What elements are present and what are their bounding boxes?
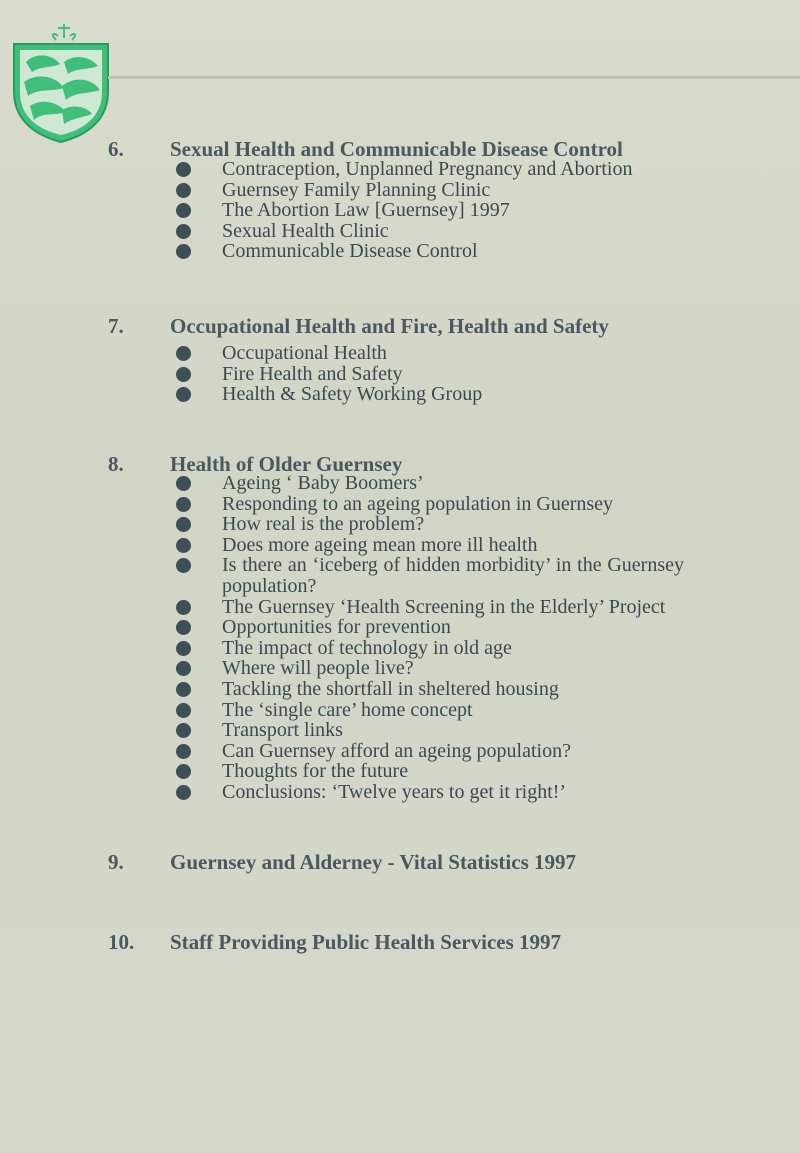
list-item: Communicable Disease Control (176, 241, 632, 262)
bullet-icon (176, 224, 191, 239)
list-item: Is there an ‘iceberg of hidden morbidity’ in the Guernsey population? (176, 555, 684, 596)
list-item: Transport links (176, 720, 684, 741)
bullet-icon (176, 785, 191, 800)
list-item: The ‘single care’ home concept (176, 700, 684, 721)
guernsey-crest-logo (4, 22, 112, 144)
list-item: Can Guernsey afford an ageing population? (176, 741, 684, 762)
list-item: The Abortion Law [Guernsey] 1997 (176, 200, 632, 221)
section-number: 9. (108, 850, 124, 874)
bullet-icon (176, 620, 191, 635)
bullet-icon (176, 641, 191, 656)
list-item: Opportunities for prevention (176, 617, 684, 638)
list-item: Contraception, Unplanned Pregnancy and Abortion (176, 159, 632, 180)
bullet-icon (176, 162, 191, 177)
bullet-icon (176, 346, 191, 361)
list-item: Health & Safety Working Group (176, 384, 482, 405)
section-item-list (176, 473, 684, 803)
list-item: Guernsey Family Planning Clinic (176, 180, 632, 201)
list-item: Fire Health and Safety (176, 364, 482, 385)
section-number: 8. (108, 452, 124, 476)
bullet-icon (176, 558, 191, 573)
header-rule (108, 76, 800, 79)
list-item: Responding to an ageing population in Guernsey (176, 494, 684, 515)
bullet-icon (176, 387, 191, 402)
list-item: Tackling the shortfall in sheltered housing (176, 679, 684, 700)
section-item-list (176, 343, 482, 405)
bullet-icon (176, 744, 191, 759)
list-item: The Guernsey ‘Health Screening in the Elderly’ Project (176, 597, 684, 618)
section-item-list (176, 159, 632, 262)
bullet-icon (176, 183, 191, 198)
section-title: Sexual Health and Communicable Disease Control (170, 137, 623, 161)
bullet-icon (176, 703, 191, 718)
bullet-icon (176, 764, 191, 779)
list-item: Where will people live? (176, 658, 684, 679)
bullet-icon (176, 367, 191, 382)
section-number: 7. (108, 314, 124, 338)
section-title: Health of Older Guernsey (170, 452, 403, 476)
list-item: Sexual Health Clinic (176, 221, 632, 242)
bullet-icon (176, 476, 191, 491)
bullet-icon (176, 600, 191, 615)
list-item: Thoughts for the future (176, 761, 684, 782)
list-item: Ageing ‘ Baby Boomers’ (176, 473, 684, 494)
list-item: Conclusions: ‘Twelve years to get it right!’ (176, 782, 684, 803)
bullet-icon (176, 203, 191, 218)
bullet-icon (176, 723, 191, 738)
section-title: Guernsey and Alderney - Vital Statistics 1997 (170, 850, 577, 874)
bullet-icon (176, 244, 191, 259)
bullet-icon (176, 661, 191, 676)
section-number: 10. (108, 930, 135, 954)
section-title: Occupational Health and Fire, Health and Safety (170, 314, 609, 338)
bullet-icon (176, 538, 191, 553)
bullet-icon (176, 682, 191, 697)
section-title: Staff Providing Public Health Services 1997 (170, 930, 562, 954)
list-item: Occupational Health (176, 343, 482, 364)
list-item: The impact of technology in old age (176, 638, 684, 659)
section-number: 6. (108, 137, 124, 161)
bullet-icon (176, 497, 191, 512)
list-item: How real is the problem? (176, 514, 684, 535)
list-item: Does more ageing mean more ill health (176, 535, 684, 556)
bullet-icon (176, 517, 191, 532)
